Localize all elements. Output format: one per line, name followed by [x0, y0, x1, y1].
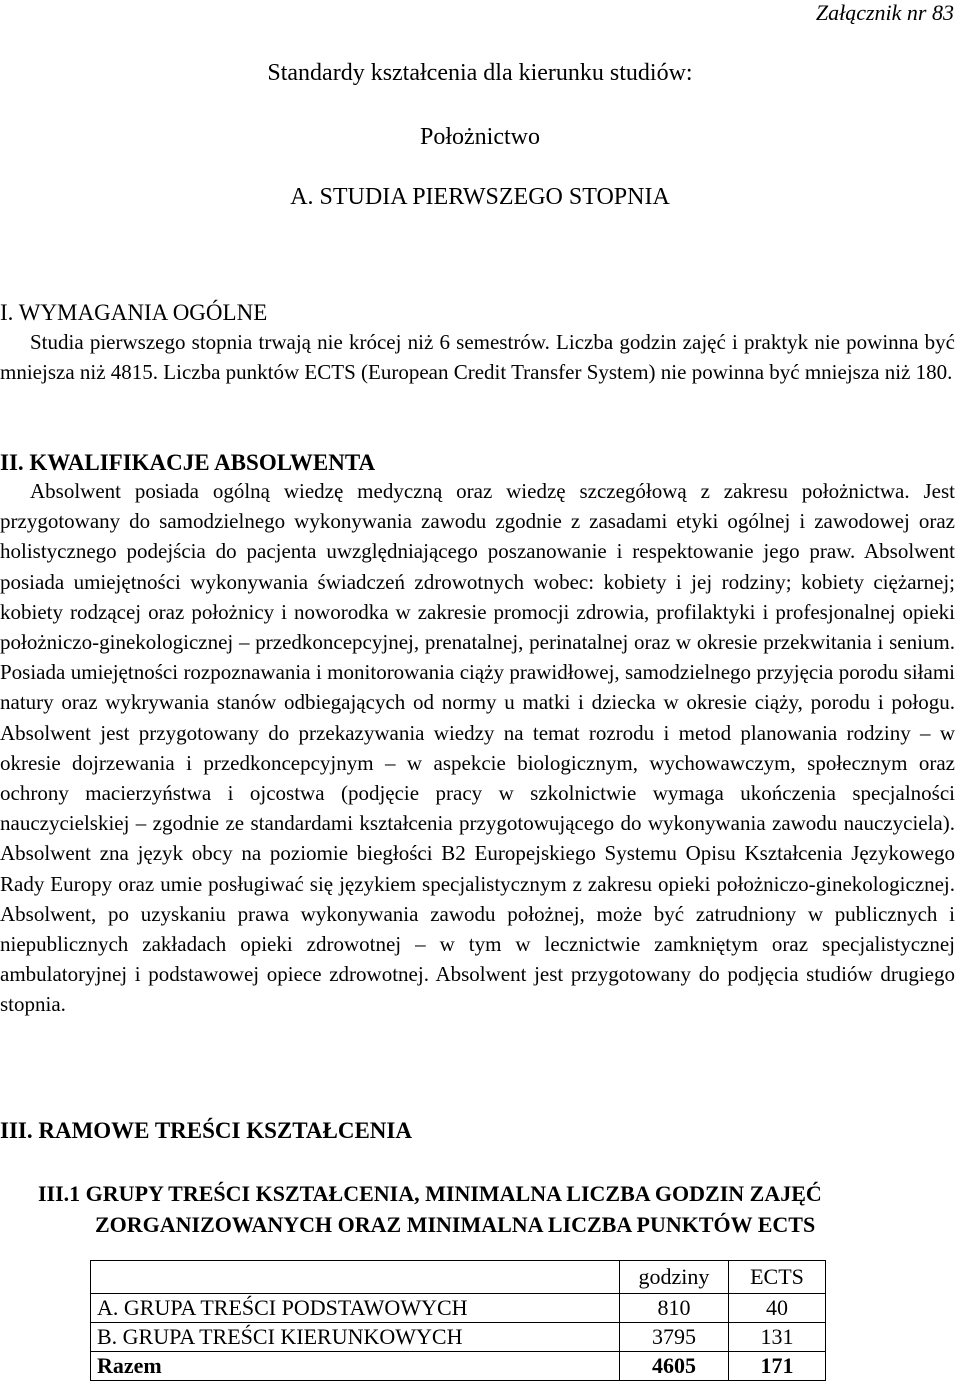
table-header-row: [91, 1261, 826, 1294]
section-3-1-heading-line2: ZORGANIZOWANYCH ORAZ MINIMALNA LICZBA PUNKTÓW ECTS: [95, 1212, 816, 1237]
degree-level: A. STUDIA PIERWSZEGO STOPNIA: [290, 184, 670, 210]
ects-cell: 40: [729, 1294, 826, 1323]
total-hours-cell: 4605: [620, 1352, 729, 1381]
group-name-cell: B. GRUPA TREŚCI KIERUNKOWYCH: [91, 1323, 620, 1352]
section-2-heading: II. KWALIFIKACJE ABSOLWENTA: [0, 450, 376, 475]
table-row: [91, 1294, 826, 1323]
section-2-text: Absolwent posiada ogólną wiedzę medyczną oraz wiedzę szczegółową z zakresu położnictwa. Jest przygotowany do samodzielnego wykonywania zawodu zgodnie z zasadami etyki ogólnej i zawodowej oraz holistycznego podejścia do pacjenta uwzględniającego poszanowanie i respektowanie jego praw. Absolwent posiada umiejętności wykonywania świadczeń zdrowotnych wobec: kobiety i jej rodziny; kobiety ciężarnej; kobiety rodzącej oraz położnicy i noworodka w zakresie promocji zdrowia, profilaktyki i profesjonalnej opieki położniczo-ginekologicznej – przedkoncepcyjnej, prenatalnej, perinatalnej oraz w okresie przekwitania i senium. Posiada umiejętności rozpoznawania i monitorowania ciąży prawidłowej, samodzielnego przyjęcia porodu siłami natury oraz wykrywania stanów odbiegających od normy u matki i dziecka w okresie ciąży, porodu i połogu. Absolwent jest przygotowany do przekazywania wiedzy na temat rozrodu i metod planowania rodziny – w okresie dojrzewania i przedkoncepcyjnym – w aspekcie biologicznym, wychowawczym, społecznym oraz ochrony macierzyństwa i ojcostwa (podjęcie pracy w szkolnictwie wymaga ukończenia specjalności nauczycielskiej – zgodnie ze standardami kształcenia przygotowującego do wykonywania zawodu nauczyciela). Absolwent zna język obcy na poziomie biegłości B2 Europejskiego Systemu Opisu Kształcenia Językowego Rady Europy oraz umie posługiwać się językiem specjalistycznym z zakresu opieki położniczo-ginekologicznej. Absolwent, po uzyskaniu prawa wykonywania zawodu położnej, może być zatrudniony w publicznych i niepublicznych zakładach opieki zdrowotnej – w tym w lecznictwie zamkniętym oraz specjalistycznej ambulatoryjnej i podstawowej opiece zdrowotnej. Absolwent jest przygotowany do podjęcia studiów drugiego stopnia.: [0, 479, 955, 1017]
ects-cell: 131: [729, 1323, 826, 1352]
field-of-study: Położnictwo: [420, 124, 540, 150]
annex-number: Załącznik nr 83: [815, 0, 954, 25]
table-row: [91, 1323, 826, 1352]
section-1-text: Studia pierwszego stopnia trwają nie krócej niż 6 semestrów. Liczba godzin zajęć i praktyk nie powinna być mniejsza niż 4815. Liczba punktów ECTS (European Credit Transfer System) nie powinna być mniejsza niż 180.: [0, 330, 955, 385]
header-cell-ects: ECTS: [729, 1261, 826, 1294]
total-label-cell: Razem: [91, 1352, 620, 1381]
total-ects-cell: 171: [729, 1352, 826, 1381]
section-3-1-heading-line1: III.1 GRUPY TREŚCI KSZTAŁCENIA, MINIMALNA LICZBA GODZIN ZAJĘĆ: [38, 1181, 822, 1206]
section-1-heading: I. WYMAGANIA OGÓLNE: [0, 300, 268, 325]
document-title: Standardy kształcenia dla kierunku studiów:: [267, 60, 693, 86]
hours-cell: 810: [620, 1294, 729, 1323]
header-cell: [91, 1261, 620, 1294]
section-3-heading: III. RAMOWE TREŚCI KSZTAŁCENIA: [0, 1118, 412, 1143]
group-name-cell: A. GRUPA TREŚCI PODSTAWOWYCH: [91, 1294, 620, 1323]
header-cell-hours: godziny: [620, 1261, 729, 1294]
ects-table: [90, 1260, 826, 1381]
hours-cell: 3795: [620, 1323, 729, 1352]
section-3-1-heading: [38, 1178, 960, 1240]
table-total-row: [91, 1352, 826, 1381]
